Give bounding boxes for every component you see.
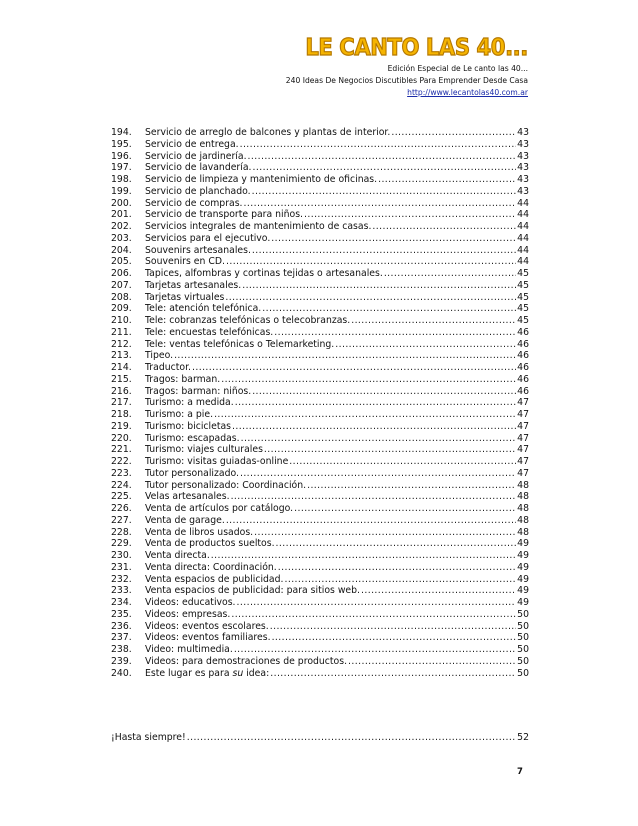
dot-leader bbox=[253, 162, 517, 174]
toc-entry[interactable] bbox=[111, 315, 529, 327]
toc-entry-title: Tutor personalizado: Coordinación. bbox=[145, 479, 307, 491]
toc-entry-title: Este lugar es para su idea: bbox=[145, 667, 270, 679]
toc-entry-title: Videos: educativos. bbox=[145, 597, 236, 608]
toc-entry[interactable] bbox=[111, 233, 529, 245]
toc-entry-page: 46 bbox=[517, 385, 529, 397]
toc-entry-page: 47 bbox=[517, 397, 529, 409]
toc-entry[interactable] bbox=[111, 362, 529, 374]
dot-leader bbox=[361, 585, 516, 597]
toc-entry-number: 240. bbox=[111, 667, 132, 679]
dot-leader bbox=[274, 327, 516, 339]
dot-leader bbox=[272, 632, 517, 644]
dot-leader bbox=[264, 444, 516, 456]
toc-entry-number: 232. bbox=[111, 573, 132, 585]
toc-entry[interactable] bbox=[111, 127, 529, 139]
dot-leader bbox=[226, 256, 516, 268]
toc-entry-page: 50 bbox=[517, 644, 529, 655]
toc-entry-number: 197. bbox=[111, 162, 132, 174]
toc-entry-title: Servicio de arreglo de balcones y plantas de interior. bbox=[145, 127, 391, 138]
toc-entry[interactable] bbox=[111, 527, 529, 539]
toc-entry-number: 212. bbox=[111, 338, 132, 350]
lecantolas40-logo: LE CANTO LAS 40... bbox=[305, 35, 528, 61]
toc-entry-number: 227. bbox=[111, 514, 132, 526]
toc-entry[interactable] bbox=[111, 374, 529, 386]
toc-entry-title: Tutor personalizado. bbox=[145, 467, 239, 479]
toc-entry-title: Servicios integrales de mantenimiento de casas. bbox=[145, 221, 372, 232]
toc-entry[interactable] bbox=[111, 292, 529, 304]
toc-entry-page: 44 bbox=[517, 232, 529, 244]
toc-entry-title: Venta de libros usados. bbox=[145, 526, 254, 538]
toc-entry-title: ¡Hasta siempre! bbox=[111, 732, 186, 743]
toc-entry-title: Tele: ventas telefónicas o Telemarketing. bbox=[145, 338, 335, 350]
toc-entry-page: 46 bbox=[517, 350, 529, 362]
tagline: 240 Ideas De Negocios Discutibles Para Emprender Desde Casa bbox=[285, 76, 528, 85]
dot-leader bbox=[278, 562, 516, 574]
toc-entry-title: Tarjetas virtuales bbox=[145, 291, 225, 303]
toc-entry[interactable] bbox=[111, 433, 529, 445]
toc-entry[interactable] bbox=[111, 409, 529, 421]
toc-entry-page: 44 bbox=[517, 197, 529, 209]
toc-entry-title: Venta de artículos por catálogo. bbox=[145, 503, 294, 514]
dot-leader bbox=[244, 198, 517, 210]
toc-entry-title: Velas artesanales. bbox=[145, 491, 230, 503]
toc-entry-title: Venta de garage. bbox=[145, 514, 225, 526]
dot-leader bbox=[270, 668, 516, 680]
toc-entry-page: 52 bbox=[517, 732, 529, 743]
toc-entry-title: Venta directa: Coordinación. bbox=[145, 561, 277, 573]
toc-entry-title: Tapices, alfombras y cortinas tejidas o artesanales. bbox=[145, 268, 383, 279]
toc-entry-page: 43 bbox=[517, 127, 529, 138]
dot-leader bbox=[252, 186, 517, 198]
toc-entry[interactable] bbox=[111, 480, 529, 492]
dot-leader bbox=[214, 409, 516, 421]
dot-leader bbox=[241, 433, 517, 445]
dot-leader bbox=[187, 732, 516, 744]
toc-entry[interactable] bbox=[111, 339, 529, 351]
toc-entry-number: 237. bbox=[111, 632, 132, 644]
toc-entry-number: 194. bbox=[111, 127, 132, 138]
toc-entry-number: 196. bbox=[111, 150, 132, 162]
toc-entry-number: 206. bbox=[111, 268, 132, 279]
toc-entry-number: 205. bbox=[111, 256, 132, 268]
toc-entry[interactable] bbox=[111, 268, 529, 280]
toc-entry-title: Servicio de limpieza y mantenimiento de oficinas. bbox=[145, 174, 378, 185]
toc-entry-title: Servicio de entrega. bbox=[145, 138, 239, 150]
toc-entry-number: 238. bbox=[111, 644, 132, 655]
toc-entry-page: 47 bbox=[517, 409, 529, 420]
toc-entry-title: Turismo: escapadas. bbox=[145, 432, 240, 444]
dot-leader bbox=[211, 550, 516, 562]
website-link[interactable]: http://www.lecantolas40.com.ar bbox=[407, 88, 528, 97]
table-of-contents bbox=[111, 127, 529, 679]
toc-entry-number: 224. bbox=[111, 479, 132, 491]
toc-entry-page: 48 bbox=[517, 526, 529, 538]
toc-entry-page: 50 bbox=[517, 620, 529, 632]
toc-entry-number: 209. bbox=[111, 303, 132, 315]
toc-entry-number: 195. bbox=[111, 138, 132, 150]
toc-entry-title: Servicio de lavandería. bbox=[145, 162, 252, 174]
toc-entry[interactable] bbox=[111, 585, 529, 597]
toc-entry[interactable] bbox=[111, 550, 529, 562]
toc-entry-page: 49 bbox=[517, 538, 529, 550]
toc-entry[interactable] bbox=[111, 503, 529, 515]
toc-entry[interactable] bbox=[111, 562, 529, 574]
dot-leader bbox=[231, 491, 517, 503]
toc-entry-number: 220. bbox=[111, 432, 132, 444]
toc-entry-number: 222. bbox=[111, 456, 132, 467]
toc-entry[interactable] bbox=[111, 515, 529, 527]
toc-entry[interactable] bbox=[111, 186, 529, 198]
toc-entry[interactable] bbox=[111, 468, 529, 480]
dot-leader bbox=[234, 644, 516, 656]
toc-entry-title: Venta espacios de publicidad: para sitios web. bbox=[145, 585, 361, 597]
toc-entry-page: 47 bbox=[517, 432, 529, 444]
dot-leader bbox=[221, 374, 516, 386]
toc-entry-title: Tipeo. bbox=[145, 350, 174, 362]
toc-entry-number: 225. bbox=[111, 491, 132, 503]
toc-entry-title: Turismo: viajes culturales bbox=[145, 444, 263, 456]
dot-leader bbox=[384, 268, 516, 280]
toc-entry-page: 44 bbox=[517, 256, 529, 268]
dot-leader bbox=[276, 538, 517, 550]
toc-entry-page: 44 bbox=[517, 221, 529, 232]
toc-entry-title: Souvenirs en CD. bbox=[145, 256, 225, 268]
toc-entry[interactable] bbox=[111, 256, 529, 268]
toc-entry[interactable] bbox=[111, 162, 529, 174]
toc-entry-title: Venta directa. bbox=[145, 550, 210, 561]
toc-entry-page: 48 bbox=[517, 514, 529, 526]
toc-entry-number: 200. bbox=[111, 197, 132, 209]
toc-entry-number: 228. bbox=[111, 526, 132, 538]
toc-entry[interactable] bbox=[111, 597, 529, 609]
toc-entry[interactable] bbox=[111, 574, 529, 586]
toc-entry[interactable] bbox=[111, 303, 529, 315]
toc-entry-number: 230. bbox=[111, 550, 132, 561]
dot-leader bbox=[192, 362, 516, 374]
toc-entry-page: 48 bbox=[517, 491, 529, 503]
toc-entry-title: Videos: empresas. bbox=[145, 608, 231, 620]
toc-entry-number: 223. bbox=[111, 467, 132, 479]
toc-entry-number: 236. bbox=[111, 620, 132, 632]
dot-leader bbox=[240, 139, 517, 151]
toc-entry-number: 208. bbox=[111, 291, 132, 303]
dot-leader bbox=[304, 209, 516, 221]
toc-entry[interactable] bbox=[111, 421, 529, 433]
toc-entry-title: Turismo: visitas guiadas-online bbox=[145, 456, 289, 467]
toc-entry-number: 234. bbox=[111, 597, 132, 608]
toc-entry-number: 204. bbox=[111, 244, 132, 256]
toc-entry-number: 201. bbox=[111, 209, 132, 221]
toc-entry-page: 48 bbox=[517, 503, 529, 514]
toc-entry-number: 226. bbox=[111, 503, 132, 514]
toc-entry-number: 219. bbox=[111, 420, 132, 432]
dot-leader bbox=[378, 174, 516, 186]
toc-entry-title: Servicios para el ejecutivo. bbox=[145, 232, 271, 244]
toc-entry-title: Videos: para demostraciones de productos. bbox=[145, 655, 348, 667]
toc-entry-page: 49 bbox=[517, 597, 529, 608]
toc-entry-page: 46 bbox=[517, 326, 529, 338]
dot-leader bbox=[252, 386, 516, 398]
toc-entry-page: 50 bbox=[517, 667, 529, 679]
dot-leader bbox=[391, 127, 516, 139]
toc-entry-page: 49 bbox=[517, 561, 529, 573]
toc-entry[interactable] bbox=[111, 456, 529, 468]
toc-entry-page: 45 bbox=[517, 291, 529, 303]
toc-entry-title: Tarjetas artesanales. bbox=[145, 279, 242, 291]
toc-entry-number: 221. bbox=[111, 444, 132, 456]
toc-entry-page: 47 bbox=[517, 456, 529, 467]
toc-entry-number: 231. bbox=[111, 561, 132, 573]
dot-leader bbox=[284, 574, 516, 586]
toc-closing-entry[interactable] bbox=[111, 732, 529, 744]
dot-leader bbox=[351, 315, 516, 327]
toc-entry-title: Tele: atención telefónica. bbox=[145, 303, 262, 315]
toc-entry-number: 239. bbox=[111, 655, 132, 667]
toc-entry[interactable] bbox=[111, 621, 529, 633]
toc-entry-page: 45 bbox=[517, 279, 529, 291]
toc-entry-page: 49 bbox=[517, 550, 529, 561]
dot-leader bbox=[226, 515, 516, 527]
toc-entry-title: Servicio de transporte para niños. bbox=[145, 209, 304, 221]
toc-entry-page: 43 bbox=[517, 174, 529, 185]
toc-entry-title: Turismo: a pie. bbox=[145, 409, 214, 420]
toc-entry-number: 214. bbox=[111, 362, 132, 373]
toc-entry-page: 45 bbox=[517, 268, 529, 279]
toc-entry-page: 48 bbox=[517, 479, 529, 491]
toc-entry-number: 199. bbox=[111, 185, 132, 197]
toc-entry-number: 229. bbox=[111, 538, 132, 550]
dot-leader bbox=[270, 621, 516, 633]
toc-entry[interactable] bbox=[111, 632, 529, 644]
edition-line: Edición Especial de Le canto las 40... bbox=[387, 64, 528, 73]
toc-entry-page: 46 bbox=[517, 362, 529, 373]
dot-leader bbox=[294, 503, 516, 515]
toc-entry-page: 43 bbox=[517, 162, 529, 174]
toc-entry-page: 43 bbox=[517, 138, 529, 150]
toc-entry-title: Souvenirs artesanales. bbox=[145, 244, 251, 256]
dot-leader bbox=[248, 151, 517, 163]
toc-entry-number: 213. bbox=[111, 350, 132, 362]
dot-leader bbox=[262, 303, 516, 315]
toc-entry-title: Traductor. bbox=[145, 362, 191, 373]
dot-leader bbox=[348, 656, 516, 668]
toc-entry[interactable] bbox=[111, 444, 529, 456]
dot-leader bbox=[271, 233, 516, 245]
toc-entry-page: 44 bbox=[517, 244, 529, 256]
dot-leader bbox=[225, 292, 516, 304]
toc-entry[interactable] bbox=[111, 174, 529, 186]
toc-entry[interactable] bbox=[111, 656, 529, 668]
dot-leader bbox=[235, 397, 516, 409]
toc-entry-page: 43 bbox=[517, 185, 529, 197]
toc-entry-page: 49 bbox=[517, 573, 529, 585]
toc-entry-page: 46 bbox=[517, 373, 529, 385]
toc-entry[interactable] bbox=[111, 350, 529, 362]
toc-entry-title: Servicio de compras. bbox=[145, 197, 243, 209]
dot-leader bbox=[237, 597, 517, 609]
toc-entry[interactable] bbox=[111, 221, 529, 233]
toc-entry-page: 49 bbox=[517, 585, 529, 597]
toc-entry-number: 203. bbox=[111, 232, 132, 244]
toc-entry-title: Turismo: a medida. bbox=[145, 397, 234, 409]
toc-entry-title: Venta espacios de publicidad. bbox=[145, 573, 284, 585]
toc-entry-number: 207. bbox=[111, 279, 132, 291]
toc-entry-title: Tragos: barman: niños. bbox=[145, 385, 252, 397]
toc-entry-page: 45 bbox=[517, 315, 529, 326]
toc-entry-page: 50 bbox=[517, 608, 529, 620]
toc-entry-number: 218. bbox=[111, 409, 132, 420]
toc-entry[interactable] bbox=[111, 198, 529, 210]
toc-entry-page: 50 bbox=[517, 632, 529, 644]
toc-entry-page: 47 bbox=[517, 420, 529, 432]
toc-entry-title: Videos: eventos escolares. bbox=[145, 620, 269, 632]
toc-entry[interactable] bbox=[111, 209, 529, 221]
toc-entry[interactable] bbox=[111, 139, 529, 151]
toc-entry-number: 215. bbox=[111, 373, 132, 385]
toc-entry-title: Turismo: bicicletas bbox=[145, 420, 232, 432]
toc-entry[interactable] bbox=[111, 538, 529, 550]
toc-entry-page: 50 bbox=[517, 655, 529, 667]
toc-entry[interactable] bbox=[111, 280, 529, 292]
dot-leader bbox=[372, 221, 516, 233]
toc-entry-title: Servicio de planchado. bbox=[145, 185, 251, 197]
toc-entry-number: 235. bbox=[111, 608, 132, 620]
toc-entry[interactable] bbox=[111, 386, 529, 398]
toc-entry-title: Video: multimedia. bbox=[145, 644, 233, 655]
toc-entry-number: 198. bbox=[111, 174, 132, 185]
toc-entry-title: Servicio de jardinería. bbox=[145, 150, 247, 162]
toc-entry[interactable] bbox=[111, 151, 529, 163]
toc-entry-page: 45 bbox=[517, 303, 529, 315]
toc-entry-title: Videos: eventos familiares. bbox=[145, 632, 271, 644]
toc-entry-title: Tele: encuestas telefónicas. bbox=[145, 326, 274, 338]
toc-entry-page: 44 bbox=[517, 209, 529, 221]
toc-entry-number: 233. bbox=[111, 585, 132, 597]
toc-entry[interactable] bbox=[111, 491, 529, 503]
dot-leader bbox=[254, 527, 516, 539]
toc-entry-title: Venta de productos sueltos. bbox=[145, 538, 275, 550]
toc-entry-title: Tele: cobranzas telefónicas o telecobranzas. bbox=[145, 315, 351, 326]
toc-entry-page: 47 bbox=[517, 467, 529, 479]
dot-leader bbox=[252, 245, 516, 257]
toc-entry-number: 202. bbox=[111, 221, 132, 232]
dot-leader bbox=[307, 480, 516, 492]
dot-leader bbox=[174, 350, 516, 362]
dot-leader bbox=[231, 609, 516, 621]
toc-entry-number: 216. bbox=[111, 385, 132, 397]
dot-leader bbox=[335, 339, 516, 351]
toc-entry[interactable] bbox=[111, 327, 529, 339]
toc-entry-page: 43 bbox=[517, 150, 529, 162]
dot-leader bbox=[240, 468, 516, 480]
toc-entry-title: Tragos: barman. bbox=[145, 373, 221, 385]
page-number: 7 bbox=[517, 767, 523, 777]
toc-entry[interactable] bbox=[111, 668, 529, 680]
toc-entry-number: 217. bbox=[111, 397, 132, 409]
toc-entry-page: 46 bbox=[517, 338, 529, 350]
dot-leader bbox=[232, 421, 516, 433]
toc-entry[interactable] bbox=[111, 609, 529, 621]
dot-leader bbox=[289, 456, 516, 468]
toc-entry[interactable] bbox=[111, 397, 529, 409]
toc-entry[interactable] bbox=[111, 245, 529, 257]
dot-leader bbox=[242, 280, 516, 292]
toc-entry-page: 47 bbox=[517, 444, 529, 456]
toc-entry-number: 211. bbox=[111, 326, 132, 338]
toc-entry[interactable] bbox=[111, 644, 529, 656]
toc-entry-number: 210. bbox=[111, 315, 132, 326]
